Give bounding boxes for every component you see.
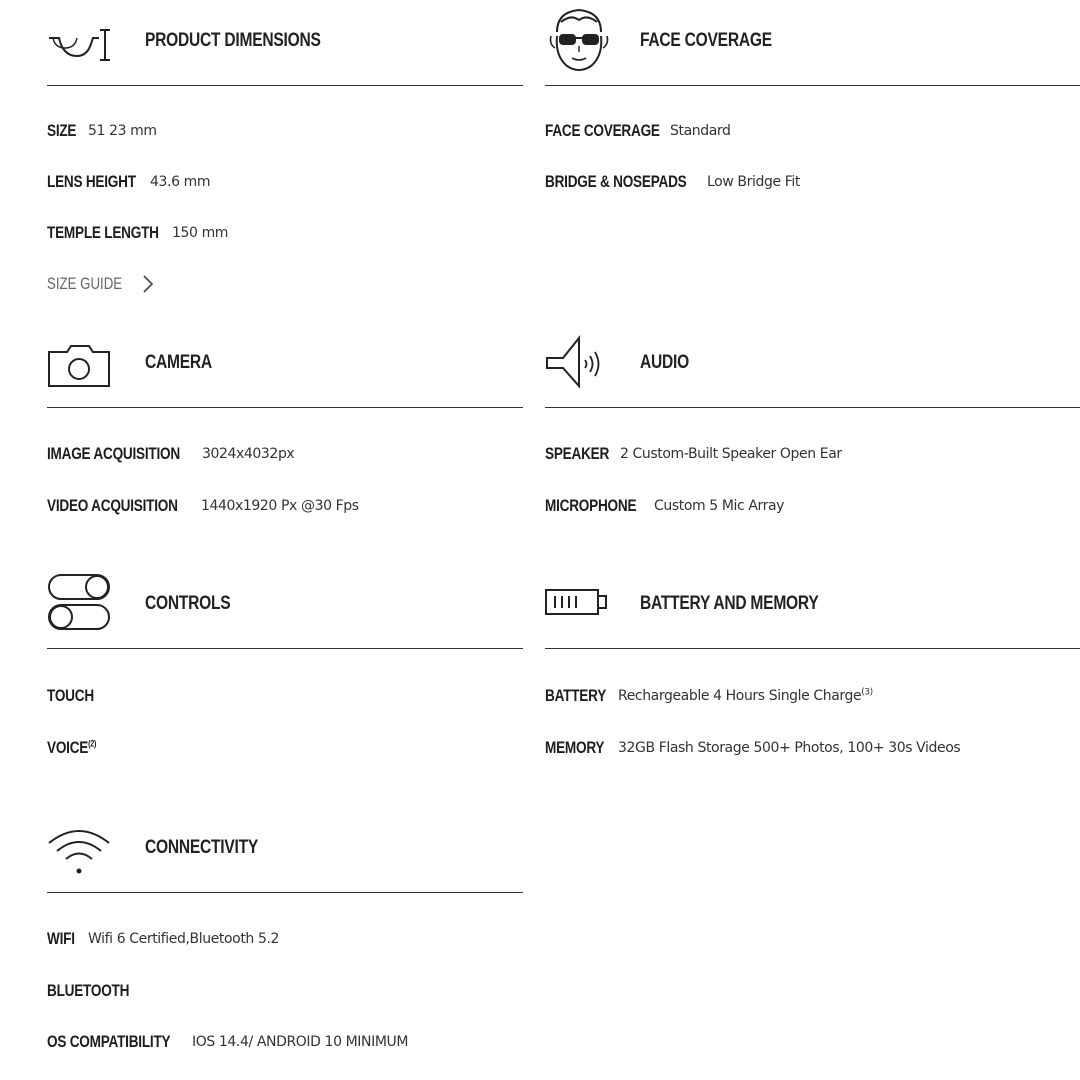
spec-row-lens-height [47, 170, 211, 194]
section-title: AUDIO [640, 352, 689, 373]
section-header [47, 563, 523, 649]
section-title: FACE COVERAGE [640, 30, 772, 51]
section-title: CONNECTIVITY [145, 837, 259, 858]
wifi-icon [47, 815, 117, 879]
battery-icon [545, 571, 615, 635]
spec-row-image-acquisition [47, 442, 295, 466]
section-title: PRODUCT DIMENSIONS [145, 30, 321, 51]
spec-value: Wifi 6 Certified,Bluetooth 5.2 [88, 931, 280, 947]
spec-value: IOS 14.4/ ANDROID 10 MINIMUM [192, 1034, 409, 1050]
section-title: BATTERY AND MEMORY [640, 593, 819, 614]
spec-row-bluetooth [47, 979, 150, 1003]
spec-value: 150 mm [172, 225, 229, 241]
spec-row-os-compatibility [47, 1030, 409, 1054]
spec-label: BLUETOOTH [47, 981, 130, 1000]
spec-label: BATTERY [545, 686, 607, 705]
spec-row-memory [545, 736, 961, 760]
size-guide-link[interactable] [47, 272, 143, 296]
spec-value: Low Bridge Fit [707, 174, 800, 190]
glasses-ruler-icon [47, 8, 117, 72]
footnote-marker: (2) [88, 738, 97, 749]
spec-label-text: VOICE [47, 738, 89, 757]
spec-value: 32GB Flash Storage 500+ Photos, 100+ 30s Videos [618, 740, 961, 756]
spec-label: SPEAKER [545, 444, 610, 463]
footnote-marker: (3) [861, 687, 873, 698]
section-header [545, 563, 1080, 649]
face-with-glasses-icon [545, 4, 615, 68]
spec-row-microphone [545, 494, 785, 518]
spec-row-voice [47, 736, 109, 760]
spec-row-wifi [47, 927, 280, 951]
section-face-coverage [545, 0, 1080, 86]
spec-value: 43.6 mm [150, 174, 211, 190]
toggle-switches-icon [47, 567, 117, 631]
size-guide-label: SIZE GUIDE [47, 274, 123, 293]
spec-row-temple-length [47, 221, 229, 245]
section-camera [47, 322, 523, 408]
spec-label: TEMPLE LENGTH [47, 223, 159, 242]
spec-label: BRIDGE & NOSEPADS [545, 172, 687, 191]
spec-label: IMAGE ACQUISITION [47, 444, 180, 463]
section-controls [47, 563, 523, 649]
spec-label: OS COMPATIBILITY [47, 1032, 171, 1051]
spec-label: SIZE [47, 121, 77, 140]
spec-label: MICROPHONE [545, 496, 637, 515]
spec-label: FACE COVERAGE [545, 121, 660, 140]
speaker-icon [545, 330, 615, 394]
spec-row-touch [47, 684, 106, 708]
spec-row-speaker [545, 442, 842, 466]
spec-value: 51 23 mm [88, 123, 157, 139]
section-header [545, 322, 1080, 408]
spec-label [47, 736, 96, 760]
section-header [47, 807, 523, 893]
spec-value: Standard [670, 123, 731, 139]
camera-icon [47, 330, 117, 394]
spec-value [618, 684, 873, 708]
spec-value-text: Rechargeable 4 Hours Single Charge [618, 688, 862, 704]
spec-label: LENS HEIGHT [47, 172, 136, 191]
chevron-right-icon [143, 275, 153, 301]
spec-value: 3024x4032px [202, 446, 295, 462]
section-battery-memory [545, 563, 1080, 649]
section-title: CAMERA [145, 352, 212, 373]
section-connectivity [47, 807, 523, 893]
spec-value: 2 Custom-Built Speaker Open Ear [620, 446, 842, 462]
spec-row-size [47, 119, 157, 143]
section-product-dimensions [47, 0, 523, 86]
section-header [47, 0, 523, 86]
spec-label: WIFI [47, 929, 75, 948]
spec-row-battery [545, 684, 873, 708]
spec-row-video-acquisition [47, 494, 359, 518]
section-title: CONTROLS [145, 593, 231, 614]
section-audio [545, 322, 1080, 408]
spec-row-face-coverage [545, 119, 731, 143]
section-header [47, 322, 523, 408]
spec-label: TOUCH [47, 686, 94, 705]
spec-row-bridge-nosepads [545, 170, 800, 194]
spec-label: VIDEO ACQUISITION [47, 496, 178, 515]
spec-value: Custom 5 Mic Array [654, 498, 785, 514]
section-header [545, 0, 1080, 86]
spec-value: 1440x1920 Px @30 Fps [201, 498, 359, 514]
spec-label: MEMORY [545, 738, 605, 757]
